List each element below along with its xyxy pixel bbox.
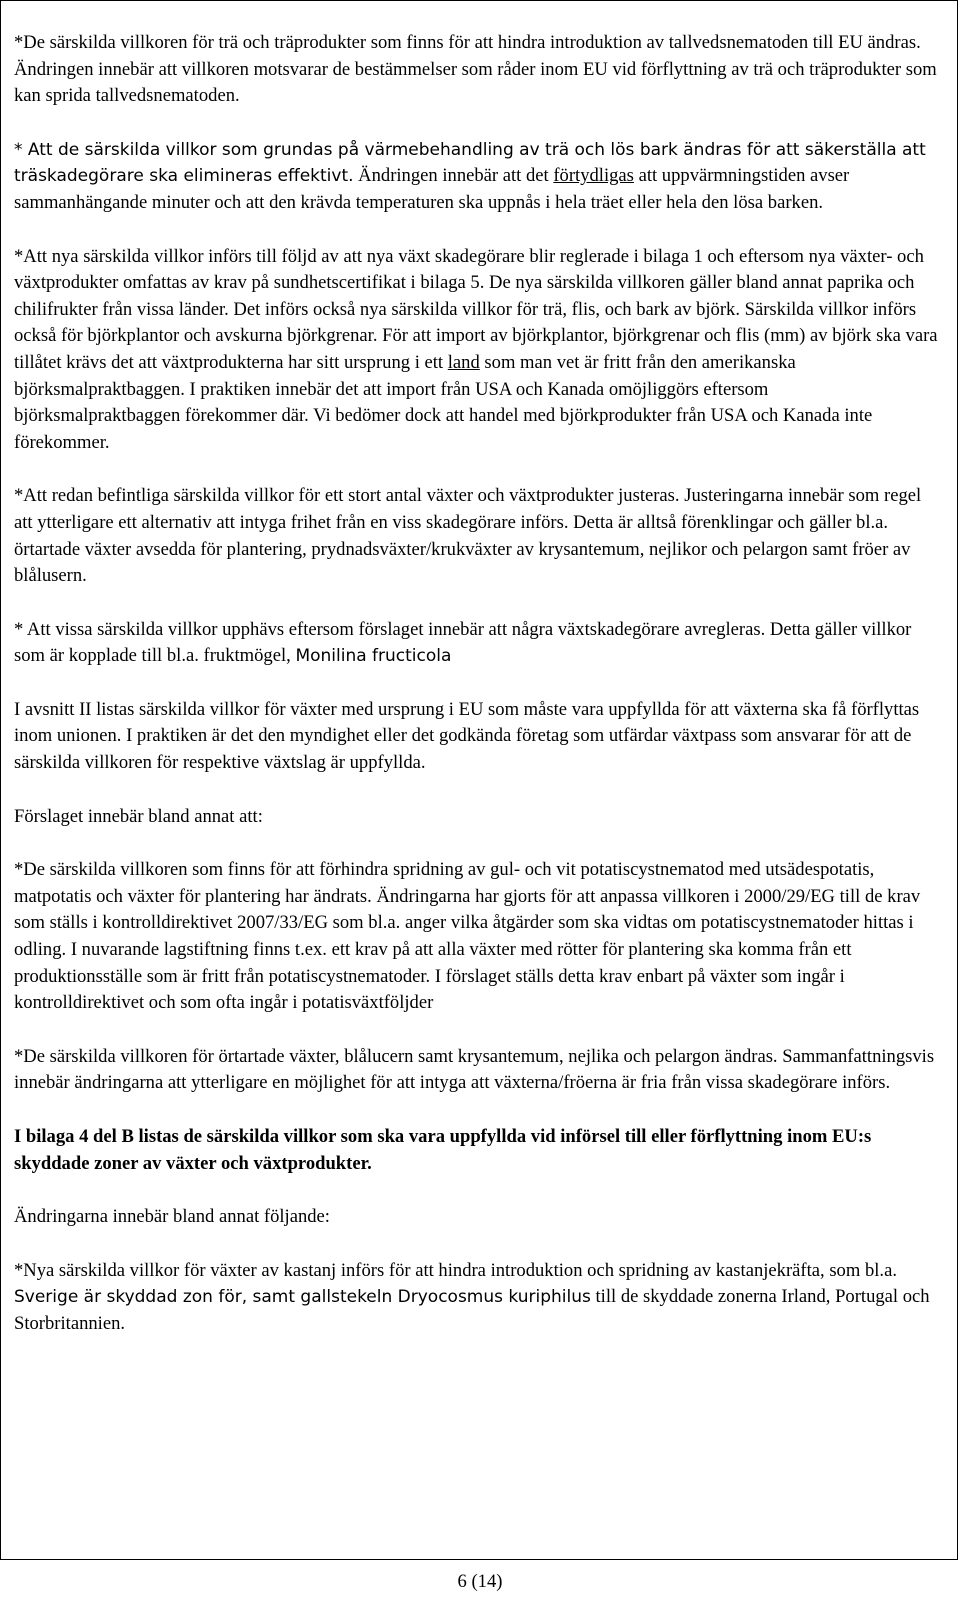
text-segment: *Att nya särskilda villkor införs till följd av att nya växt skadegörare blir reglerade i bilaga 1 och eftersom nya växter- och växtprodukter omfattas av krav på sundhetscertifikat i bilaga 5. De nya särskilda villkoren gäller bland annat paprika och chilifrukter från vissa länder. Det införs också nya särskilda villkor för trä, flis, och bark av björk. Särskilda villkor införs också för björkplantor och avskurna björkgrenar. För att import av björkplantor, björkgrenar och flis (mm) av björk ska vara tillåtet krävs det att växtprodukterna har sitt ursprung i ett bbox=[14, 245, 938, 373]
underlined-word: land bbox=[447, 351, 480, 373]
paragraph-upphavs bbox=[14, 617, 939, 670]
text-segment: till de skyddade zonerna Irland, Portugal och Storbritannien. bbox=[14, 1286, 930, 1334]
paragraph-ortartade-vaxter: *De särskilda villkoren för örtartade växter, blålucern samt krysantemum, nejlika och pelargon ändras. Sammanfattningsvis innebär ändringarna att ytterligare en möjlighet för att intyga att växterna/fröerna är fria från vissa skadegörare införs. bbox=[14, 1045, 935, 1094]
document-body bbox=[14, 30, 939, 1365]
paragraph-tallvedsnematod: *De särskilda villkoren för trä och träprodukter som finns för att hindra introduktion av tallvedsnematoden till EU ändras. Ändringen innebär att villkoren motsvarar de bestämmelser som råder inom EU vid förflyttning av trä och träprodukter som kan sprida tallvedsnematoden. bbox=[14, 32, 937, 107]
text-segment: som man vet är fritt från den amerikanska björksmalpraktbaggen. I praktiken innebär det att import från USA och Kanada omöjliggörs eftersom björksmalpraktbaggen förekommer där. Vi bedömer dock att handel med björkprodukter från USA och Kanada inte förekommer. bbox=[14, 351, 873, 453]
text-segment: * Att vissa särskilda villkor upphävs eftersom förslaget innebär att några växtskadegörare avregleras. Detta gäller villkor som är kopplade till bl.a. fruktmögel, bbox=[14, 618, 912, 667]
paragraph-befintliga-villkor: *Att redan befintliga särskilda villkor för ett stort antal växter och växtprodukter justeras. Justeringarna innebär som regel att ytterligare ett alternativ att intyga frihet från en viss skadegörare införs. Detta är alltså förenklingar och gäller bl.a. örtartade växter avsedda för plantering, prydnadsväxter/krukväxter av krysantemum, nejlikor och pelargon samt fröer av blålusern. bbox=[14, 485, 922, 587]
text-segment: att uppvärmningstiden avser sammanhängande minuter och att den krävda temperaturen ska uppnås i hela träet eller hela den lösa barken. bbox=[14, 165, 850, 213]
paragraph-varmebehandling bbox=[14, 137, 939, 217]
text-segment: Ändringen innebär att det bbox=[353, 165, 554, 187]
paragraph-forslaget-intro: Förslaget innebär bland annat att: bbox=[14, 805, 263, 827]
paragraph-varmebehandling-intro: * Att de särskilda villkor som grundas på värmebehandling av trä och lös bark ändras för att säkerställa att träskadegörare ska elimineras effektivt. bbox=[14, 139, 926, 187]
underlined-word: förtydligas bbox=[553, 165, 634, 187]
paragraph-avsnitt-ii: I avsnitt II listas särskilda villkor för växter med ursprung i EU som måste vara uppfyllda för att växterna ska få förflyttas inom unionen. I praktiken är det den myndighet eller det godkända företag som utfärdar växtpass som ansvarar för att de särskilda villkoren för respektive växtslag är uppfyllda. bbox=[14, 698, 920, 774]
paragraph-nya-villkor bbox=[14, 244, 939, 457]
paragraph-bilaga-4-heading: I bilaga 4 del B listas de särskilda villkor som ska vara uppfyllda vid införsel till eller förflyttning inom EU:s skyddade zoner av växter och växtprodukter. bbox=[14, 1126, 872, 1174]
paragraph-kastanj bbox=[14, 1258, 939, 1338]
species-name: Monilina fructicola bbox=[295, 646, 452, 667]
text-segment: *Nya särskilda villkor för växter av kastanj införs för att hindra introduktion och spridning av kastanjekräfta, som bl.a. bbox=[14, 1259, 897, 1281]
page-number: 6 (14) bbox=[457, 1571, 503, 1592]
paragraph-potatiscystnematod: *De särskilda villkoren som finns för att förhindra spridning av gul- och vit potatiscystnematod med utsädespotatis, matpotatis och växter för plantering har ändrats. Ändringarna har gjorts för att anpassa villkoren i 2000/29/EG till de krav som ställs i kontrolldirektivet 2007/33/EG som bl.a. anger vilka åtgärder som ska vidtas om potatiscystnematoder hittas i odling. I nuvarande lagstiftning finns t.ex. ett krav på att alla växter med rötter för plantering ska komma från ett produktionsställe som är fritt från potatiscystnematoder. I förslaget ställs detta krav enbart på växter som ingår i kontrolldirektivet och som ofta ingår i potatisväxtföljder bbox=[14, 859, 921, 1014]
paragraph-andringarna-intro: Ändringarna innebär bland annat följande: bbox=[14, 1206, 330, 1228]
text-segment-sans: Sverige är skyddad zon för, samt gallstekeln Dryocosmus kuriphilus bbox=[14, 1287, 591, 1308]
